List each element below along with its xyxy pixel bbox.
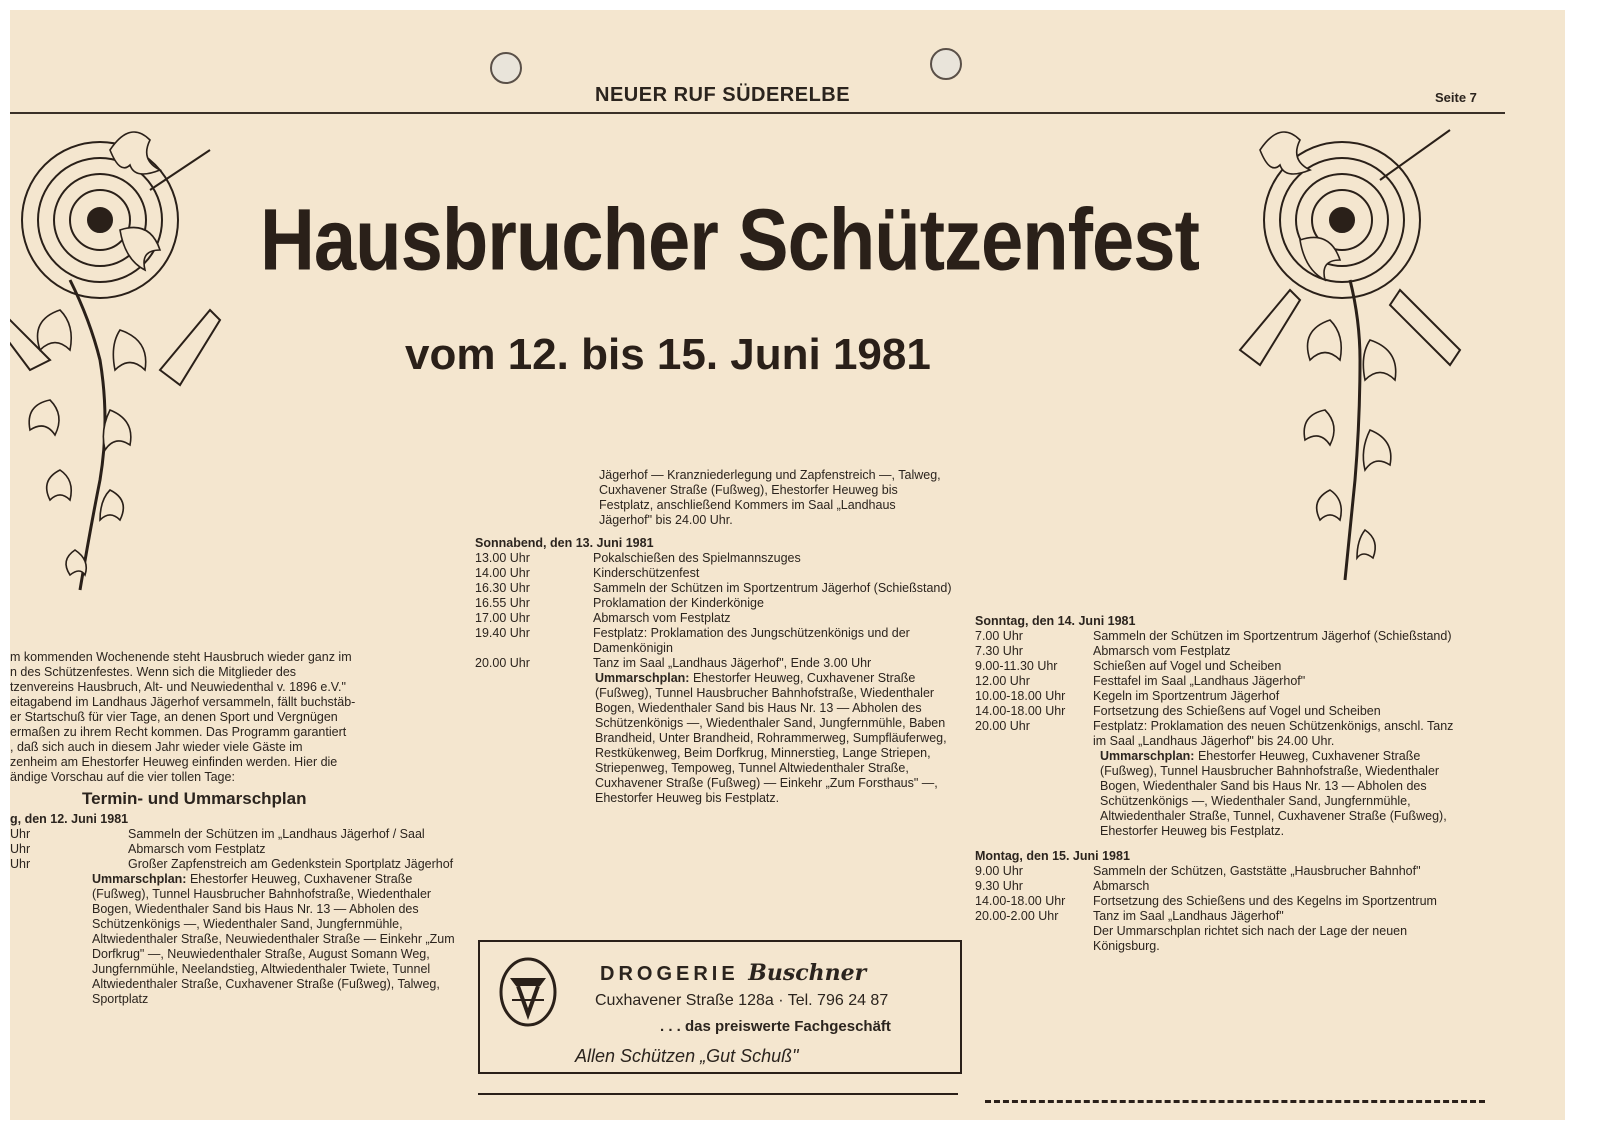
schedule-row xyxy=(975,894,1465,909)
schedule-row xyxy=(475,551,963,566)
friday-continuation: Jägerhof — Kranzniederlegung und Zapfenstreich —, Talweg, Cuxhavener Straße (Fußweg), Ehestorfer Heuweg bis Festplatz, anschließend Kommers im Saal „Landhaus Jägerhof" bis 24.00 Uhr. xyxy=(599,468,941,527)
schedule-row xyxy=(975,689,1465,704)
right-column xyxy=(975,610,1465,954)
ad-address: Cuxhavener Straße 128a · Tel. 796 24 87 xyxy=(595,992,889,1009)
schedule-time: 9.30 Uhr xyxy=(975,879,1023,893)
schedule-description: Fortsetzung des Schießens auf Vogel und Scheiben xyxy=(1093,704,1381,718)
left-column xyxy=(10,650,458,1007)
schedule-time: 7.30 Uhr xyxy=(975,644,1023,658)
monday-schedule xyxy=(975,864,1465,954)
saturday-route xyxy=(595,671,963,806)
schedule-row xyxy=(975,674,1465,689)
drogerie-ad xyxy=(478,940,962,1074)
saturday-heading: Sonnabend, den 13. Juni 1981 xyxy=(475,536,654,550)
bottom-rule xyxy=(985,1100,1485,1103)
schedule-time: 16.30 Uhr xyxy=(475,581,530,595)
schedule-time: 16.55 Uhr xyxy=(475,596,530,610)
middle-column xyxy=(475,468,963,806)
schedule-row xyxy=(475,596,963,611)
intro-line: tzenvereins Hausbruch, Alt- und Neuwiedenthal v. 1896 e.V." xyxy=(10,680,346,694)
sunday-route xyxy=(1100,749,1465,839)
drogerie-logo-icon xyxy=(498,956,558,1028)
intro-line: zenheim am Ehestorfer Heuweg einfinden werden. Hier die xyxy=(10,755,338,769)
schedule-time: 12.00 Uhr xyxy=(975,674,1030,688)
schedule-description: Kinderschützenfest xyxy=(593,566,700,580)
schedule-time: 14.00-18.00 Uhr xyxy=(975,894,1066,908)
intro-line: , daß sich auch in diesem Jahr wieder viele Gäste im xyxy=(10,740,303,754)
intro-line: n des Schützenfestes. Wenn sich die Mitglieder des xyxy=(10,665,297,679)
schedule-time: 9.00-11.30 Uhr xyxy=(975,659,1058,673)
schedule-description: Tanz im Saal „Landhaus Jägerhof", Ende 3.00 Uhr xyxy=(593,656,872,670)
route-text: Ehestorfer Heuweg, Cuxhavener Straße (Fußweg), Tunnel Hausbrucher Bahnhofstraße, Wiedenthaler Bogen, Wiedenthaler Sand bis Haus Nr. 13 — Abholen des Schützenkönigs —, Wiedenthaler Sand, Jungfernmühle, Altwiedenthaler Straße, Neuwiedenthaler Straße — Einkehr „Zum Dorfkrug" —, Neuwiedenthaler Straße, August Somann Weg, Jungfernmühle, Neelandstieg, Altwiedenthaler Twiete, Tunnel Altwiedenthaler Straße, Cuxhavener Straße (Fußweg), Talweg, Sportplatz xyxy=(92,872,455,1006)
schedule-row xyxy=(10,842,458,857)
schedule-row xyxy=(475,656,963,671)
schedule-description: Proklamation der Kinderkönige xyxy=(593,596,764,610)
schedule-row xyxy=(475,611,963,626)
schedule-description: Schießen auf Vogel und Scheiben xyxy=(1093,659,1282,673)
schedule-row xyxy=(975,719,1465,749)
sunday-schedule xyxy=(975,629,1465,749)
next-ad-border xyxy=(478,1093,958,1120)
intro-line: eitagabend im Landhaus Jägerhof versammeln, fällt buchstäb- xyxy=(10,695,356,709)
saturday-schedule xyxy=(475,551,963,671)
target-oak-emblem-right xyxy=(1230,110,1470,590)
intro-line: ermaßen zu ihrem Recht kommen. Das Programm garantiert xyxy=(10,725,347,739)
schedule-time: 20.00-2.00 Uhr xyxy=(975,909,1059,923)
schedule-description: Abmarsch vom Festplatz xyxy=(593,611,731,625)
schedule-description: Sammeln der Schützen, Gaststätte „Hausbrucher Bahnhof" xyxy=(1093,864,1421,878)
route-label: Ummarschplan: xyxy=(92,872,187,886)
ad-slogan: . . . das preiswerte Fachgeschäft xyxy=(660,1018,891,1035)
schedule-row xyxy=(10,857,458,872)
schedule-description: Festtafel im Saal „Landhaus Jägerhof" xyxy=(1093,674,1306,688)
schedule-description: Sammeln der Schützen im Sportzentrum Jägerhof (Schießstand) xyxy=(593,581,952,595)
schedule-description: Großer Zapfenstreich am Gedenkstein Sportplatz Jägerhof xyxy=(128,857,454,871)
friday-heading: g, den 12. Juni 1981 xyxy=(10,812,129,826)
target-oak-emblem-left xyxy=(10,110,230,610)
schedule-description: Abmarsch vom Festplatz xyxy=(128,842,266,856)
schedule-description: Abmarsch vom Festplatz xyxy=(1093,644,1231,658)
masthead xyxy=(10,70,1505,114)
schedule-time: 14.00-18.00 Uhr xyxy=(975,704,1066,718)
section-title: Termin- und Ummarschplan xyxy=(82,789,307,808)
schedule-description: Pokalschießen des Spielmannszuges xyxy=(593,551,801,565)
schedule-row xyxy=(475,626,963,656)
page-number: Seite 7 xyxy=(1435,90,1477,105)
schedule-row xyxy=(475,566,963,581)
schedule-description: Fortsetzung des Schießens und des Kegelns im Sportzentrum xyxy=(1093,894,1437,908)
route-text: Ehestorfer Heuweg, Cuxhavener Straße (Fußweg), Tunnel Hausbrucher Bahnhofstraße, Wiedenthaler Bogen, Wiedenthaler Sand bis Haus Nr. 13 — Abholen des Schützenkönigs —, Wiedenthaler Sand, Jungfernmühle, Baben Brandheid, Unter Brandheid, Rohrammerweg, Sumpfläuferweg, Restkükenweg, Beim Dorfkrug, Minnerstieg, Lange Striepen, Striepenweg, Tempoweg, Tunnel Altwiedenthaler Straße, Cuxhavener Straße (Fußweg) — Einkehr „Zum Forsthaus" —, Ehestorfer Heuweg bis Festplatz. xyxy=(595,671,947,805)
schedule-time: 14.00 Uhr xyxy=(475,566,530,580)
schedule-row xyxy=(975,629,1465,644)
schedule-time: 9.00 Uhr xyxy=(975,864,1023,878)
schedule-row xyxy=(975,659,1465,674)
schedule-description: Der Ummarschplan richtet sich nach der Lage der neuen Königsburg. xyxy=(1093,924,1408,953)
schedule-description: Sammeln der Schützen im „Landhaus Jägerhof / Saal xyxy=(128,827,425,841)
schedule-time: 13.00 Uhr xyxy=(475,551,530,565)
paper-name: NEUER RUF SÜDERELBE xyxy=(595,84,851,106)
sunday-heading: Sonntag, den 14. Juni 1981 xyxy=(975,614,1136,628)
schedule-time: 7.00 Uhr xyxy=(975,629,1023,643)
intro-text xyxy=(10,650,458,785)
schedule-time: 17.00 Uhr xyxy=(475,611,530,625)
intro-line: ändige Vorschau auf die vier tollen Tage: xyxy=(10,770,235,784)
route-label: Ummarschplan: xyxy=(595,671,690,685)
ad-brand-name: Buschner xyxy=(748,960,867,986)
schedule-description: Kegeln im Sportzentrum Jägerhof xyxy=(1093,689,1280,703)
schedule-row xyxy=(975,909,1465,924)
schedule-description: Abmarsch xyxy=(1093,879,1150,893)
schedule-row xyxy=(975,924,1465,954)
schedule-row xyxy=(975,879,1465,894)
schedule-time: Uhr xyxy=(10,857,31,871)
ad-greeting: Allen Schützen „Gut Schuß" xyxy=(575,1046,799,1066)
schedule-row xyxy=(975,704,1465,719)
intro-line: er Startschuß für vier Tage, an denen Sport und Vergnügen xyxy=(10,710,338,724)
schedule-time: Uhr xyxy=(10,842,31,856)
schedule-time: 20.00 Uhr xyxy=(975,719,1030,733)
schedule-description: Festplatz: Proklamation des neuen Schützenkönigs, anschl. Tanz im Saal „Landhaus Jägerhof" bis 24.00 Uhr. xyxy=(1093,719,1454,748)
schedule-row xyxy=(975,644,1465,659)
schedule-description: Sammeln der Schützen im Sportzentrum Jägerhof (Schießstand) xyxy=(1093,629,1452,643)
schedule-time: 20.00 Uhr xyxy=(475,656,530,670)
schedule-time: Uhr xyxy=(10,827,31,841)
headline-subtitle: vom 12. bis 15. Juni 1981 xyxy=(405,330,931,379)
schedule-row xyxy=(475,581,963,596)
schedule-time: 19.40 Uhr xyxy=(475,626,530,640)
route-text: Ehestorfer Heuweg, Cuxhavener Straße (Fußweg), Tunnel Hausbrucher Bahnhofstraße, Wiedenthaler Bogen, Wiedenthaler Sand bis Haus Nr. 13 — Abholen des Schützenkönigs —, Wiedenthaler Sand, Jungfernmühle, Altwiedenthaler Straße, Tunnel, Cuxhavener Straße (Fußweg), Ehestorfer Heuweg bis Festplatz. xyxy=(1100,749,1447,838)
headline-title: Hausbrucher Schützenfest xyxy=(260,191,1199,289)
schedule-description: Tanz im Saal „Landhaus Jägerhof" xyxy=(1093,909,1284,923)
ad-brand xyxy=(600,960,866,986)
schedule-time xyxy=(975,924,1093,954)
schedule-time: 10.00-18.00 Uhr xyxy=(975,689,1066,703)
monday-heading: Montag, den 15. Juni 1981 xyxy=(975,849,1130,863)
schedule-row xyxy=(975,864,1465,879)
friday-route xyxy=(92,872,458,1007)
intro-line: m kommenden Wochenende steht Hausbruch wieder ganz im xyxy=(10,650,352,664)
friday-schedule xyxy=(10,827,458,872)
schedule-description: Festplatz: Proklamation des Jungschützenkönigs und der Damenkönigin xyxy=(593,626,910,655)
newspaper-page xyxy=(10,10,1565,1120)
ad-brand-word: DROGERIE xyxy=(600,963,739,985)
route-label: Ummarschplan: xyxy=(1100,749,1195,763)
schedule-row xyxy=(10,827,458,842)
